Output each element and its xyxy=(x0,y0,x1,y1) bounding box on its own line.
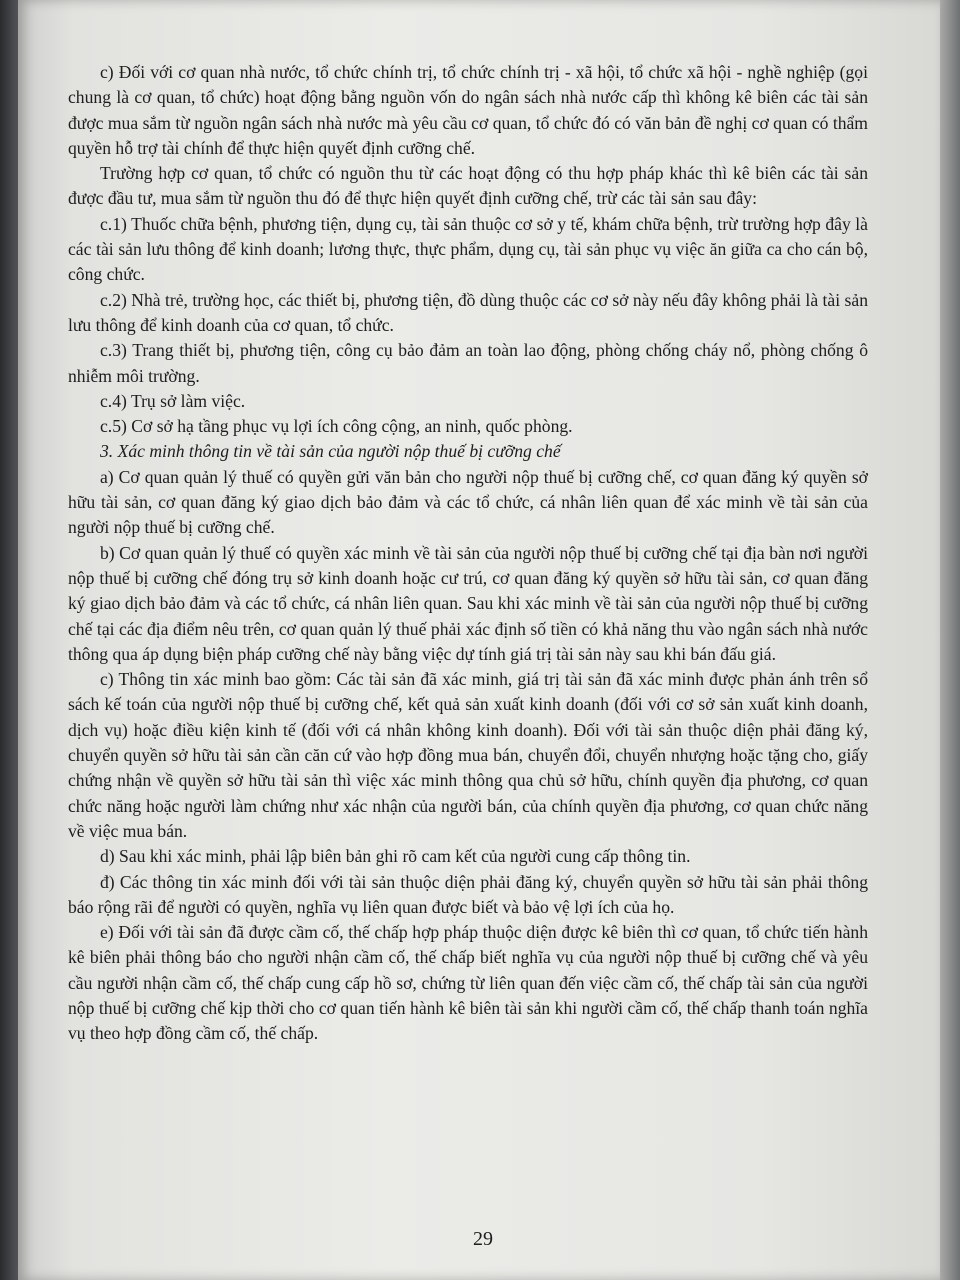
paragraph-e: e) Đối với tài sản đã được cầm cố, thế chấp hợp pháp thuộc diện được kê biên thì cơ quan, tổ chức tiến hành kê biên phải thông báo cho người nhận cầm cố, thế chấp biết nghĩa vụ của người nộp thuế bị cưỡng chế và yêu cầu người nhận cầm cố, thế chấp cung cấp hồ sơ, chứng từ liên quan đến việc cầm cố, thế chấp tài sản của người nộp thuế bị cưỡng chế kịp thời cho cơ quan tiến hành kê biên tài sản khi người cầm cố, thế chấp thanh toán nghĩa vụ theo hợp đồng cầm cố, thế chấp. xyxy=(68,922,868,1044)
paragraph-c: c) Đối với cơ quan nhà nước, tổ chức chính trị, tổ chức chính trị - xã hội, tổ chức xã hội - nghề nghiệp (gọi chung là cơ quan, tổ chức) hoạt động bằng nguồn vốn do ngân sách nhà nước cấp thì không kê biên các tài sản được mua sắm từ nguồn ngân sách nhà nước mà yêu cầu cơ quan, tổ chức đó có văn bản đề nghị cơ quan có thẩm quyền hỗ trợ tài chính để thực hiện quyết định cưỡng chế. xyxy=(68,62,868,158)
paragraph-c1: c.1) Thuốc chữa bệnh, phương tiện, dụng cụ, tài sản thuộc cơ sở y tế, khám chữa bệnh, trừ trường hợp đây là các tài sản lưu thông để kinh doanh; lương thực, thực phẩm, dụng cụ, tài sản phục vụ việc ăn giữa ca cho cán bộ, công chức. xyxy=(68,213,868,285)
paragraph-a: a) Cơ quan quản lý thuế có quyền gửi văn bản cho người nộp thuế bị cưỡng chế, cơ quan đăng ký quyền sở hữu tài sản, cơ quan đăng ký giao dịch bảo đảm và các tổ chức, cá nhân liên quan để xác minh về tài sản của người nộp thuế bị cưỡng chế. xyxy=(68,466,868,538)
page-stack-edge xyxy=(940,0,960,1280)
paragraph-b: b) Cơ quan quản lý thuế có quyền xác minh về tài sản của người nộp thuế bị cưỡng chế tại địa bàn nơi người nộp thuế bị cưỡng chế đóng trụ sở kinh doanh hoặc cư trú, cơ quan đăng ký quyền sở hữu tài sản, cơ quan đăng ký giao dịch bảo đảm và các tổ chức, cá nhân liên quan. Sau khi xác minh về tài sản của người nộp thuế bị cưỡng chế tại các địa điểm nêu trên, cơ quan quản lý thuế phải xác định số tiền có khả năng thu vào ngân sách nhà nước thông qua áp dụng biện pháp cưỡng chế này bằng việc dự tính giá trị tài sản này sau khi bán đấu giá. xyxy=(68,542,868,664)
section-heading-3: 3. Xác minh thông tin về tài sản của người nộp thuế bị cưỡng chế xyxy=(100,441,561,462)
paragraph-c-info: c) Thông tin xác minh bao gồm: Các tài sản đã xác minh, giá trị tài sản đã xác minh được phản ánh trên sổ sách kế toán của người nộp thuế bị cưỡng chế, kết quả sản xuất kinh doanh (đối với cơ sở sản xuất kinh doanh, dịch vụ) hoặc điều kiện kinh tế (đối với cá nhân không kinh doanh). Đối với tài sản thuộc diện phải đăng ký, chuyển quyền sở hữu tài sản cần căn cứ vào hợp đồng mua bán, chuyển đổi, chuyển nhượng hoặc tặng cho, giấy chứng nhận về quyền sở hữu tài sản thì việc xác minh thông qua chủ sở hữu, chính quyền địa phương, cơ quan chức năng hoặc người làm chứng như xác nhận của người bán, của chính quyền địa phương, cơ quan chức năng về việc mua bán. xyxy=(68,669,868,841)
paragraph-c3: c.3) Trang thiết bị, phương tiện, công cụ bảo đảm an toàn lao động, phòng chống cháy nổ, phòng chống ô nhiễm môi trường. xyxy=(68,340,868,386)
paragraph-exception-intro: Trường hợp cơ quan, tổ chức có nguồn thu từ các hoạt động có thu hợp pháp khác thì kê biên các tài sản được đầu tư, mua sắm từ nguồn thu đó để thực hiện quyết định cưỡng chế, trừ các tài sản sau đây: xyxy=(68,163,868,209)
paragraph-c5: c.5) Cơ sở hạ tầng phục vụ lợi ích công cộng, an ninh, quốc phòng. xyxy=(100,416,573,437)
paragraph-dd: đ) Các thông tin xác minh đối với tài sản thuộc diện phải đăng ký, chuyển quyền sở hữu tài sản phải thông báo rộng rãi để người có quyền, nghĩa vụ liên quan được biết và bảo vệ lợi ích của họ. xyxy=(68,871,868,917)
paragraph-c2: c.2) Nhà trẻ, trường học, các thiết bị, phương tiện, đồ dùng thuộc các cơ sở này nếu đây không phải là tài sản lưu thông để kinh doanh của cơ quan, tổ chức. xyxy=(68,289,868,335)
paragraph-c4: c.4) Trụ sở làm việc. xyxy=(100,390,246,411)
page-number: 29 xyxy=(473,1228,493,1250)
paragraph-d: d) Sau khi xác minh, phải lập biên bản ghi rõ cam kết của người cung cấp thông tin. xyxy=(100,846,691,867)
page-body-text xyxy=(68,60,868,1047)
book-page xyxy=(18,0,940,1280)
